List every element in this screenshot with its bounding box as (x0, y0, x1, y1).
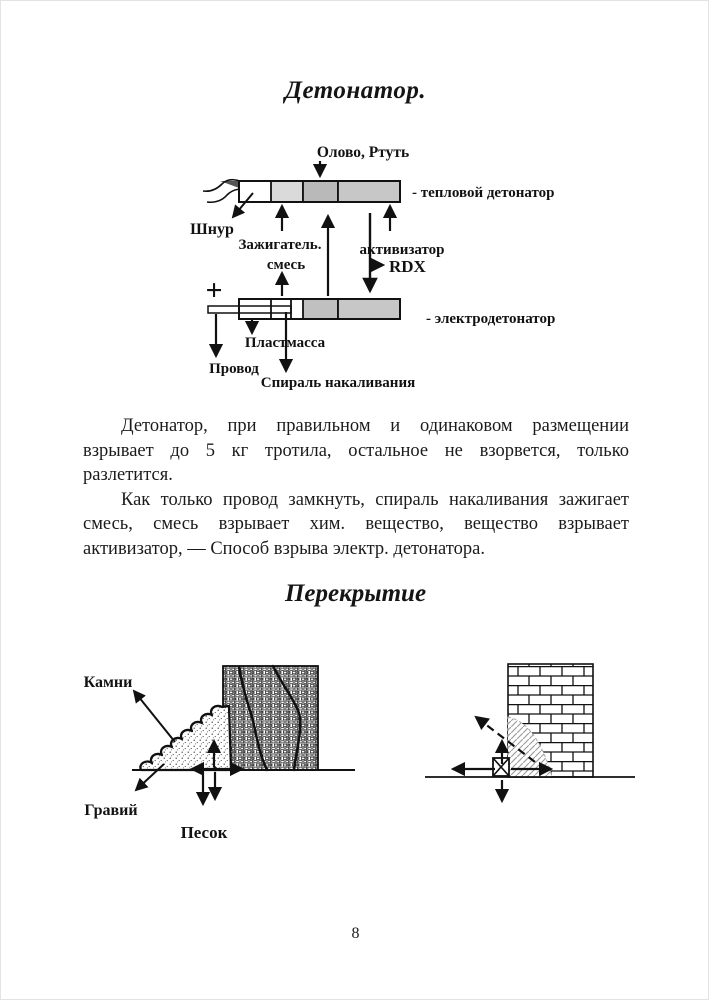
plus-symbol: + (205, 274, 223, 307)
paragraph-line: Детонатор, при правильном и одинаковом размещении (121, 416, 629, 436)
segment (303, 299, 338, 319)
paragraph-line: разлетится. (83, 465, 173, 486)
label-thermal-detonator: - тепловой детонатор (412, 185, 555, 201)
label-gravel: Гравий (84, 802, 138, 819)
wall-charge-diagram (425, 664, 635, 801)
electro-detonator-tube (208, 299, 400, 319)
paragraph-line: активизатор, — Способ взрыва электр. детонатора. (83, 538, 485, 559)
label-spiral: Спираль накаливания (260, 375, 416, 391)
label-wire: Провод (209, 361, 259, 377)
label-igniter-1: Зажигатель. (238, 237, 322, 253)
page-number: 8 (351, 925, 360, 942)
paragraph-line: смесь, смесь взрывает хим. вещество, вещество взрывает (83, 514, 629, 535)
paragraph-line: Как только провод замкнуть, спираль накаливания зажигает (121, 489, 629, 510)
arrow-junction-dot (213, 767, 218, 772)
igniter-segment (271, 181, 303, 202)
label-activator: активизатор (359, 242, 445, 258)
overlap-figure (61, 641, 661, 856)
gravel-mound-diagram (84, 666, 355, 842)
label-electro-detonator: - электродетонатор (426, 311, 556, 327)
heading-detonator: Детонатор. (284, 77, 427, 104)
rdx-segment (338, 181, 400, 202)
label-rdx: RDX (389, 257, 426, 276)
label-igniter-2: смесь (266, 257, 306, 273)
segment (338, 299, 400, 319)
label-plastic: Пластмасса (244, 335, 326, 351)
wire-bar (208, 306, 291, 313)
thermal-detonator-tube (203, 180, 400, 203)
label-stones: Камни (83, 674, 133, 691)
body-text (83, 414, 629, 562)
tin-mercury-segment (303, 181, 338, 202)
detonator-figure (96, 141, 611, 399)
label-sand: Песок (180, 823, 228, 842)
label-tin-mercury: Олово, Ртуть (316, 144, 410, 161)
arrow-stones (134, 691, 175, 742)
heading-overlap: Перекрытие (284, 580, 427, 607)
left-wall (223, 666, 318, 770)
label-cord: Шнур (190, 221, 234, 238)
paragraph-line: взрывает до 5 кг тротила, остальное не взорвется, только (83, 440, 629, 461)
